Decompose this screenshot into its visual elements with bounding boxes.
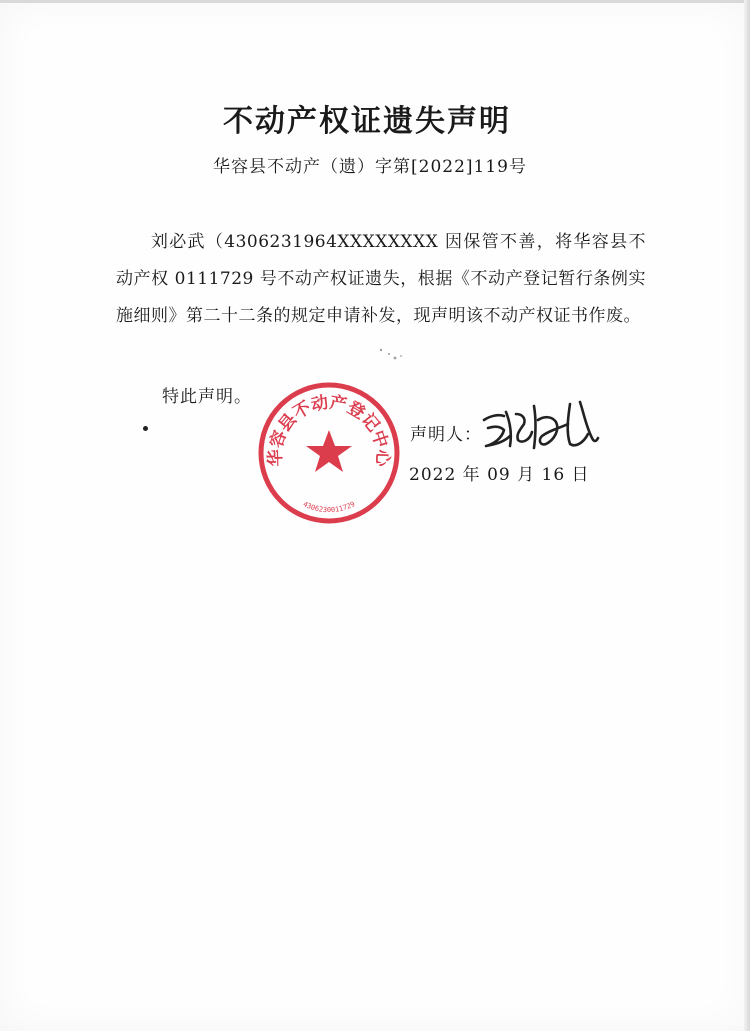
scan-edge-top bbox=[0, 0, 750, 3]
seal-code-text: 4306230011729 bbox=[301, 500, 357, 515]
declaration-date: 2022 年 09 月 16 日 bbox=[409, 465, 590, 485]
document-title: 不动产权证遗失声明 bbox=[223, 104, 511, 139]
svg-text:4306230011729 bbox=[302, 500, 357, 514]
document-number: 华容县不动产（遗）字第[2022]119号 bbox=[213, 157, 527, 177]
seal-org-text: 华容县不动产登记中心 bbox=[265, 392, 393, 467]
official-seal bbox=[254, 378, 404, 532]
scan-speck bbox=[143, 426, 148, 431]
body-text: 刘必武（4306231964XXXXXXXX 因保管不善，将华容县不动产权 0111729 号不动产权证遗失，根据《不动产登记暂行条例实施细则》第二十二条的规定申请补发，现声明该不动产权证书作废。 bbox=[116, 232, 646, 326]
declarant-label: 声明人： bbox=[410, 425, 482, 445]
handwritten-signature bbox=[476, 394, 606, 460]
scan-specks bbox=[375, 346, 415, 370]
body-paragraph bbox=[116, 224, 646, 335]
closing-statement: 特此声明。 bbox=[162, 387, 252, 407]
scan-edge-right bbox=[744, 0, 750, 1031]
